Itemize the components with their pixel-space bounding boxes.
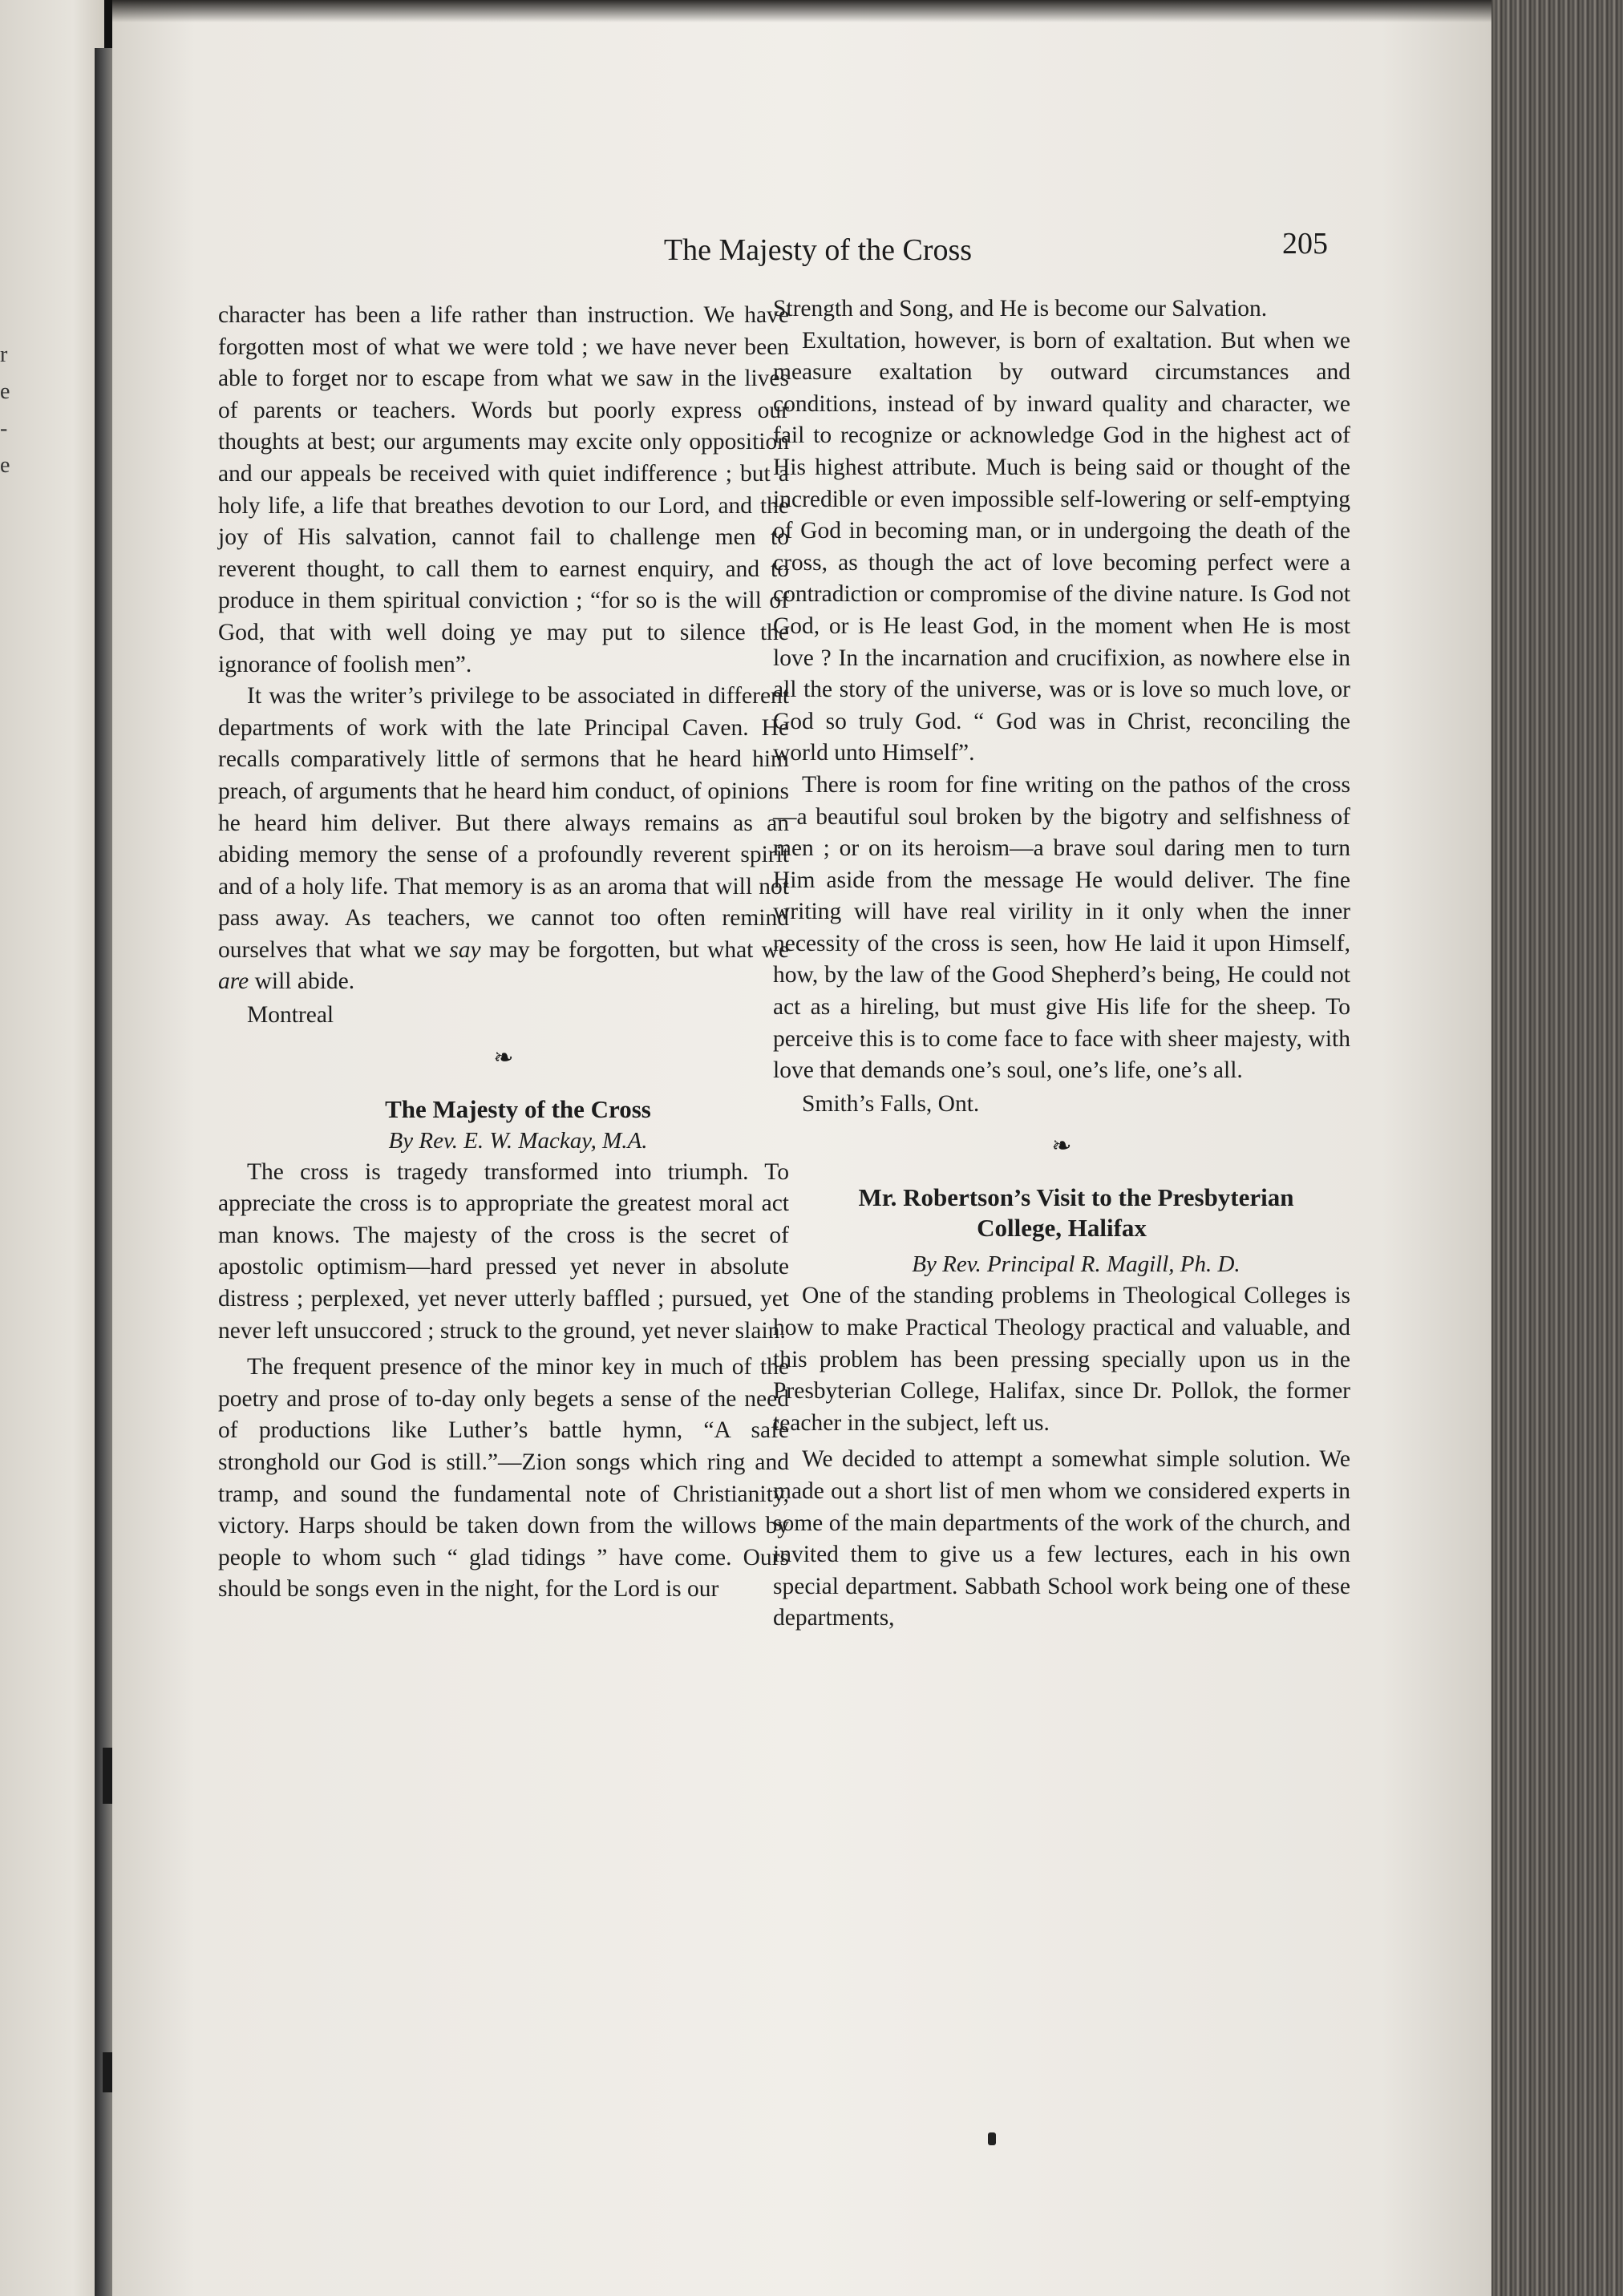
page-number: 205 <box>1282 227 1328 261</box>
gutter-clip-mark <box>103 1748 112 1804</box>
right-column <box>773 293 1350 1635</box>
facing-page-letters <box>0 337 16 484</box>
paragraph: One of the standing problems in Theological Colleges is how to make Practical Theology practical and valuable, and this problem has been pressing specially upon us in the Presbyterian College, Halifax, since Dr. Pollok, the former teacher in the subject, left us. <box>773 1283 1350 1436</box>
emphasis: are <box>218 968 249 995</box>
paragraph: The frequent presence of the minor key in much of the poetry and prose of to-day only begets a sense of the need of productions like Luther’s battle hymn, “A safe stronghold our God is still.”—Zion songs which ring and tramp, and sound the fundamental note of Christianity, victory. Harps should be taken down from the willows by people to whom such “ glad tidings ” have come. Ours should be songs even in the night, for the Lord is our <box>218 1354 789 1603</box>
paragraph: The cross is tragedy transformed into triumph. To appreciate the cross is to appropriate the greatest moral act man knows. The majesty of the cross is the secret of apostolic optimism—hard pressed yet never in absolute distress ; perplexed, yet never utterly baffled ; pursued, yet never left unsuccored ; struck to the ground, yet never slain. <box>218 1158 789 1344</box>
book-page-edges <box>1491 0 1623 2296</box>
gutter-clip-mark <box>103 2052 112 2092</box>
signoff-location: Smith’s Falls, Ont. <box>802 1090 980 1117</box>
paragraph: We decided to attempt a somewhat simple solution. We made out a short list of men whom we considered experts in some of the main departments of the work of the church, and invited them to give us a few lectures, each in his own special department. Sabbath School work being one of these departments, <box>773 1446 1350 1631</box>
page-top-shadow <box>112 0 1491 22</box>
running-head-title: The Majesty of the Cross <box>663 233 973 267</box>
article-byline: By Rev. E. W. Mackay, M.A. <box>388 1127 648 1154</box>
paragraph: There is room for fine writing on the pathos of the cross—a beautiful soul broken by the bigotry and selfishness of men ; or on its heroism—a brave soul daring men to turn Him aside from the message He would deliver. The fine writing will have real virility in it only when the inner necessity of the cross is seen, how He laid it upon Himself, how, by the law of the Good Shepherd’s being, He could not act as a hireling, but must give His life for the sheep. To perceive this is to come face to face with sheer majesty, with love that demands one’s soul, one’s life, one’s all. <box>773 771 1350 1084</box>
article-title <box>773 1182 1350 1243</box>
paragraph: Exultation, however, is born of exaltation. But when we measure exaltation by outward circumstances and conditions, instead of by inward quality and character, we fail to recognize or acknowledge God in the highest act of His highest attribute. Much is being said or thought of the incredible or even impossible self-lowering or self-emptying of God in becoming man, or in undergoing the death of the cross, as though the act of love becoming perfect were a contradiction or compromise of the divine nature. Is God not God, or is He least God, in the moment when He is most love ? In the incarnation and crucifixion, as nowhere else in all the story of the universe, was or is love so much love, or God so truly God. “ God was in Christ, reconciling the world unto Himself”. <box>773 327 1350 766</box>
facing-letter: e <box>0 379 10 404</box>
paragraph-text: will abide. <box>249 968 355 995</box>
article-title: The Majesty of the Cross <box>385 1094 651 1123</box>
facing-letter: e <box>0 453 10 478</box>
section-ornament: ❧ <box>493 1044 514 1071</box>
facing-letter: - <box>0 416 8 441</box>
paragraph-text: It was the writer’s privilege to be associated in different departments of work with the late Principal Caven. He recalls comparatively little of sermons that he heard him preach, of arguments that he heard him conduct, of opinions he heard him deliver. But there always remains as an abiding memory the sense of a profoundly reverent spirit and of a holy life. That memory is as an aroma that will not pass away. As teachers, we cannot too often remind ourselves that what we <box>218 683 789 963</box>
signoff-location: Montreal <box>247 1002 334 1029</box>
article-title-line: College, Halifax <box>977 1214 1147 1243</box>
paragraph-text: may be forgotten, but what we <box>480 936 789 963</box>
article-title-line: Mr. Robertson’s Visit to the Presbyterian <box>858 1183 1294 1212</box>
paragraph: Strength and Song, and He is become our Salvation. <box>773 296 1268 321</box>
left-column <box>218 300 789 1606</box>
facing-letter: r <box>0 342 8 367</box>
scan-speck <box>988 2132 996 2145</box>
paragraph <box>218 681 789 998</box>
article-byline: By Rev. Principal R. Magill, Ph. D. <box>912 1251 1241 1278</box>
paragraph: character has been a life rather than instruction. We have forgotten most of what we were told ; we have never been able to forget nor to escape from what we saw in the lives of parents or teachers. Words but poorly express our thoughts at best; our arguments may excite only opposition and our appeals be received with quiet indifference ; but a holy life, a life that breathes devotion to our Lord, and the joy of His salvation, cannot fail to challenge men to reverent thought, to call them to earnest enquiry, and to produce in them spiritual conviction ; “for so is the will of God, that with well doing ye may put to silence the ignorance of foolish men”. <box>218 302 789 677</box>
section-ornament: ❧ <box>1051 1133 1072 1160</box>
emphasis: say <box>449 936 481 963</box>
